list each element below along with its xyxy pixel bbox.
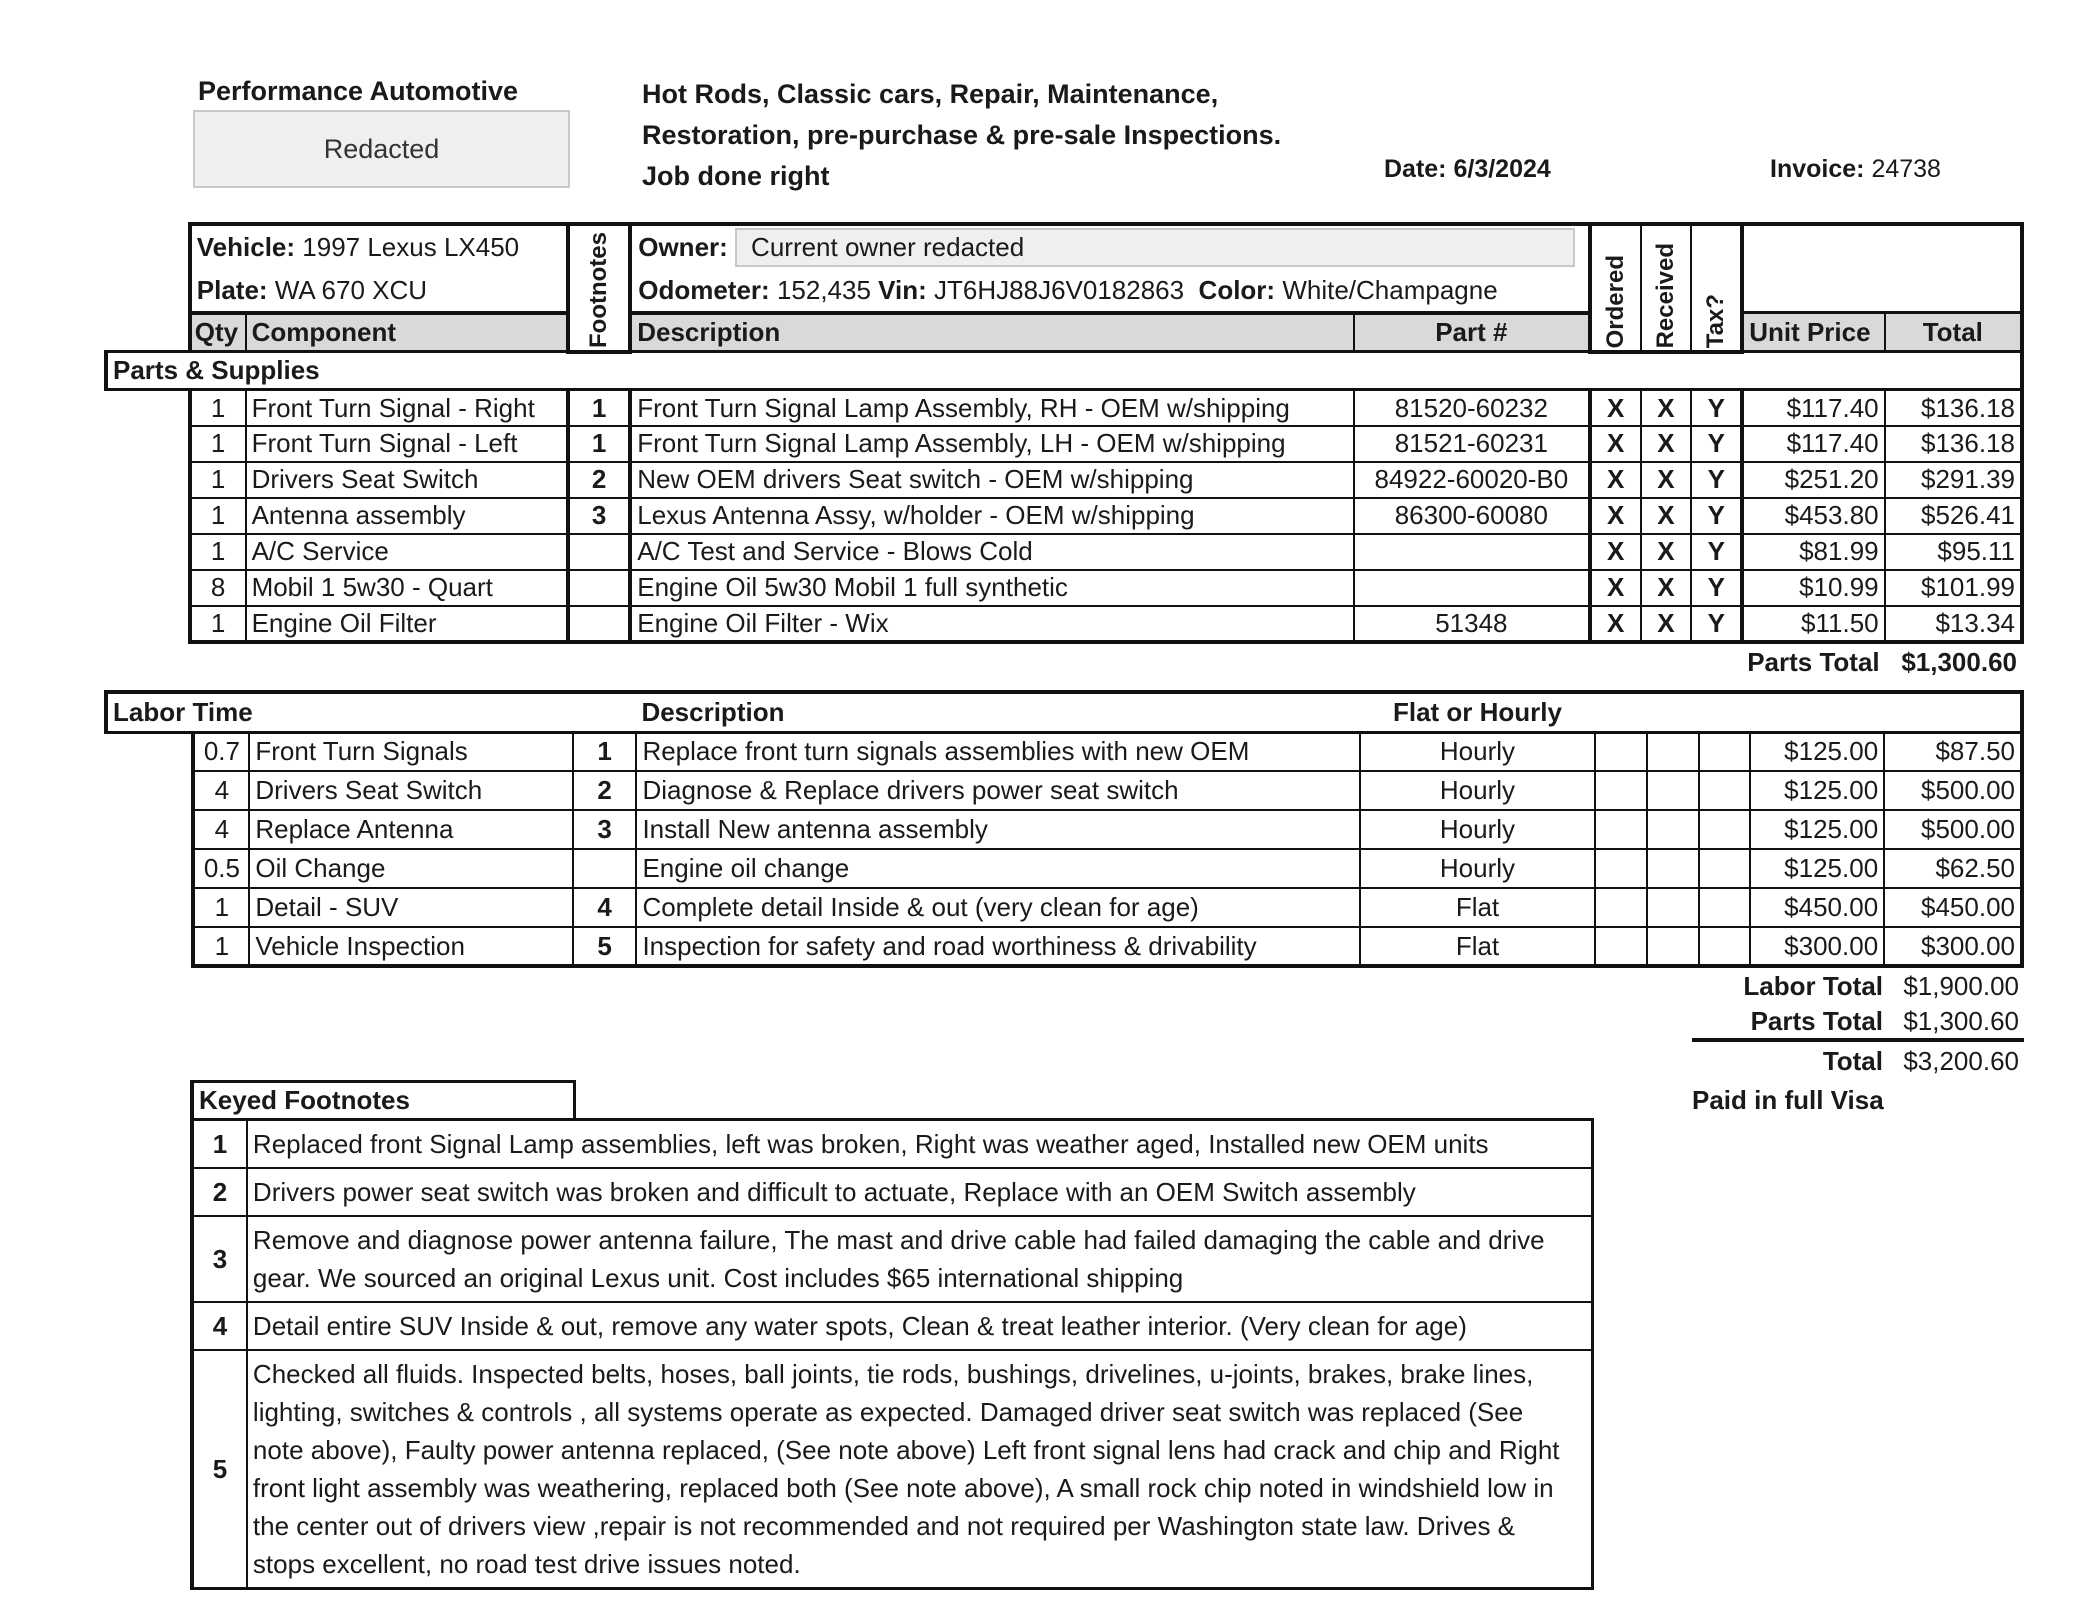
date-label: Date: xyxy=(1384,155,1447,183)
tax-cell: Y xyxy=(1691,390,1742,426)
qty-header: Qty xyxy=(190,313,246,352)
parts-total-label: Parts Total xyxy=(1692,1004,1888,1040)
footnotes-table xyxy=(190,1080,1594,1590)
vin-value: JT6HJ88J6V0182863 xyxy=(934,274,1185,305)
description-cell: Replace front turn signals assemblies with new OEM xyxy=(636,732,1359,771)
ordered-cell: X xyxy=(1590,390,1641,426)
part-number-cell xyxy=(1354,570,1590,606)
tagline-line: Job done right xyxy=(642,161,830,191)
component-cell: Front Turn Signal - Left xyxy=(246,426,568,462)
footnote-line: Checked all fluids. Inspected belts, hoses, ball joints, tie rods, bushings, drivelines, u-joints, brakes, brake lines, xyxy=(252,1359,1534,1389)
qty-cell: 1 xyxy=(190,498,246,534)
empty-cell xyxy=(1699,771,1751,810)
footnote-ref-cell: 3 xyxy=(568,498,630,534)
odometer-value: 152,435 xyxy=(776,274,871,305)
invoice-date xyxy=(1384,155,1551,184)
footnote-text xyxy=(247,1216,1593,1302)
qty-cell: 8 xyxy=(190,570,246,606)
ordered-col-header xyxy=(1590,224,1641,352)
footnote-ref-cell: 2 xyxy=(573,771,637,810)
footnotes-header-row xyxy=(192,1082,1593,1120)
labor-header-row xyxy=(106,692,2022,732)
description-cell: Engine oil change xyxy=(636,849,1359,888)
part-header: Part # xyxy=(1354,313,1590,352)
unit-price-cell: $117.40 xyxy=(1742,390,1884,426)
table-row xyxy=(106,732,2022,771)
empty-cell xyxy=(1595,732,1647,771)
qty-cell: 1 xyxy=(190,390,246,426)
component-cell: Drivers Seat Switch xyxy=(246,462,568,498)
total-cell: $300.00 xyxy=(1884,927,2022,966)
footnote-ref-cell: 1 xyxy=(568,390,630,426)
total-cell: $95.11 xyxy=(1885,534,2022,570)
footnote-ref-cell: 4 xyxy=(573,888,637,927)
color-value: White/Champagne xyxy=(1282,274,1498,305)
tax-cell: Y xyxy=(1691,498,1742,534)
invoice-value: 24738 xyxy=(1871,155,1941,183)
labor-total-value: $1,900.00 xyxy=(1903,970,2019,1001)
description-cell: Install New antenna assembly xyxy=(636,810,1359,849)
footnote-line: Remove and diagnose power antenna failure, The mast and drive cable had failed damaging the cable and drive xyxy=(252,1225,1545,1255)
footnotes-header-text: Footnotes xyxy=(585,232,613,348)
invoice-number xyxy=(1770,155,1941,184)
color-label: Color: xyxy=(1198,274,1276,305)
footnote-ref-cell xyxy=(568,534,630,570)
rate-type-cell: Hourly xyxy=(1360,810,1596,849)
rate-type-cell: Hourly xyxy=(1360,771,1596,810)
tagline-line: Hot Rods, Classic cars, Repair, Maintenance, xyxy=(642,79,1219,109)
description-cell: Complete detail Inside & out (very clean for age) xyxy=(636,888,1359,927)
component-cell: Vehicle Inspection xyxy=(249,927,572,966)
footnote-number: 3 xyxy=(192,1216,247,1302)
table-row xyxy=(106,888,2022,927)
parts-section-title: Parts & Supplies xyxy=(106,352,568,390)
payment-note: Paid in full Visa xyxy=(1692,1084,1884,1115)
owner-label: Owner: xyxy=(638,232,728,263)
footnote-ref-cell xyxy=(568,606,630,642)
footnote-text xyxy=(247,1302,1593,1350)
qty-cell: 0.5 xyxy=(193,849,249,888)
parts-table xyxy=(104,222,2024,682)
plate-label: Plate: xyxy=(196,274,268,305)
ordered-cell: X xyxy=(1590,570,1641,606)
component-cell: Engine Oil Filter xyxy=(246,606,568,642)
footnote-line: stops excellent, no road test drive issues noted. xyxy=(252,1549,801,1579)
empty-cell xyxy=(1699,888,1751,927)
table-row xyxy=(106,390,2022,426)
total-header: Total xyxy=(1885,313,2022,352)
footnote-line: gear. We sourced an original Lexus unit. Cost includes $65 international shipping xyxy=(252,1263,1184,1293)
vehicle-label: Vehicle: xyxy=(196,232,296,263)
total-cell: $13.34 xyxy=(1885,606,2022,642)
unit-price-cell: $117.40 xyxy=(1742,426,1884,462)
grand-total-label: Total xyxy=(1822,1045,1883,1076)
footnote-number: 5 xyxy=(192,1350,247,1589)
invoice-label: Invoice: xyxy=(1770,155,1865,183)
odometer-cell xyxy=(630,269,1590,312)
footnote-text xyxy=(247,1168,1593,1216)
plate-cell xyxy=(190,269,568,312)
footnote-row xyxy=(192,1302,1593,1350)
footnote-row xyxy=(192,1216,1593,1302)
empty-cell xyxy=(1699,927,1751,966)
grand-total-value: $3,200.60 xyxy=(1903,1045,2019,1076)
table-row xyxy=(106,849,2022,888)
unit-price-cell: $125.00 xyxy=(1750,849,1884,888)
empty-cell xyxy=(1595,810,1647,849)
empty-cell xyxy=(1595,771,1647,810)
ordered-cell: X xyxy=(1590,498,1641,534)
tax-col-header xyxy=(1691,224,1742,352)
total-cell: $500.00 xyxy=(1884,771,2022,810)
footnote-ref-cell xyxy=(568,570,630,606)
description-header: Description xyxy=(630,313,1354,352)
ordered-cell: X xyxy=(1590,534,1641,570)
total-cell: $87.50 xyxy=(1884,732,2022,771)
footnote-line: front light assembly was weathering, replaced both (See note above), A small rock chip noted in windshield low in xyxy=(252,1473,1554,1503)
received-cell: X xyxy=(1641,390,1692,426)
labor-total-label: Labor Total xyxy=(1743,970,1883,1001)
total-cell: $136.18 xyxy=(1885,426,2022,462)
vehicle-cell xyxy=(190,224,568,269)
unit-price-cell: $81.99 xyxy=(1742,534,1884,570)
empty-cell xyxy=(1647,732,1699,771)
unit-price-header: Unit Price xyxy=(1742,313,1884,352)
description-cell: Front Turn Signal Lamp Assembly, LH - OEM w/shipping xyxy=(630,426,1354,462)
qty-cell: 0.7 xyxy=(193,732,249,771)
part-number-cell: 86300-60080 xyxy=(1354,498,1590,534)
unit-price-cell: $125.00 xyxy=(1750,732,1884,771)
tax-header-text: Tax? xyxy=(1702,293,1730,348)
rate-type-cell: Flat xyxy=(1360,888,1596,927)
component-header: Component xyxy=(246,313,568,352)
total-cell: $500.00 xyxy=(1884,810,2022,849)
table-row xyxy=(106,927,2022,966)
received-header-text: Received xyxy=(1651,242,1679,348)
ordered-header-text: Ordered xyxy=(1601,254,1629,348)
empty-cell xyxy=(1595,888,1647,927)
labor-section-title: Labor Time xyxy=(106,692,573,732)
qty-cell: 1 xyxy=(193,927,249,966)
component-cell: Front Turn Signal - Right xyxy=(246,390,568,426)
labor-table xyxy=(104,690,2024,968)
rate-type-cell: Flat xyxy=(1360,927,1596,966)
part-number-cell xyxy=(1354,534,1590,570)
tax-cell: Y xyxy=(1691,606,1742,642)
company-name: Performance Automotive xyxy=(198,76,519,106)
footnote-ref-cell: 1 xyxy=(573,732,637,771)
tax-cell: Y xyxy=(1691,534,1742,570)
tax-cell: Y xyxy=(1691,462,1742,498)
description-cell: Engine Oil 5w30 Mobil 1 full synthetic xyxy=(630,570,1354,606)
footnote-line: Replaced front Signal Lamp assemblies, left was broken, Right was weather aged, Installed new OEM units xyxy=(252,1129,1489,1159)
received-cell: X xyxy=(1641,426,1692,462)
footnote-line: Drivers power seat switch was broken and difficult to actuate, Replace with an OEM Switch assembly xyxy=(252,1177,1416,1207)
footnotes-title: Keyed Footnotes xyxy=(192,1082,575,1120)
unit-price-cell: $251.20 xyxy=(1742,462,1884,498)
table-row xyxy=(106,498,2022,534)
table-row xyxy=(106,771,2022,810)
footnote-line: the center out of drivers view ,repair is not recommended and not required per Washington state law. Drives & xyxy=(252,1511,1516,1541)
total-cell: $526.41 xyxy=(1885,498,2022,534)
tagline xyxy=(642,74,1281,197)
qty-cell: 1 xyxy=(190,426,246,462)
unit-price-cell: $11.50 xyxy=(1742,606,1884,642)
unit-price-cell: $10.99 xyxy=(1742,570,1884,606)
total-cell: $291.39 xyxy=(1885,462,2022,498)
description-cell: A/C Test and Service - Blows Cold xyxy=(630,534,1354,570)
part-number-cell: 81521-60231 xyxy=(1354,426,1590,462)
footnote-ref-cell: 2 xyxy=(568,462,630,498)
footnote-text xyxy=(247,1350,1593,1589)
empty-cell xyxy=(1647,927,1699,966)
unit-price-cell: $453.80 xyxy=(1742,498,1884,534)
footnote-text xyxy=(247,1120,1593,1169)
footnote-number: 1 xyxy=(192,1120,247,1169)
owner-value: Current owner redacted xyxy=(735,228,1575,267)
footnote-row xyxy=(192,1120,1593,1169)
unit-price-cell: $450.00 xyxy=(1750,888,1884,927)
footnote-line: lighting, switches & controls , all systems operate as expected. Damaged driver seat switch was replaced (See xyxy=(252,1397,1524,1427)
plate-value: WA 670 XCU xyxy=(274,274,428,305)
total-cell: $101.99 xyxy=(1885,570,2022,606)
part-number-cell: 51348 xyxy=(1354,606,1590,642)
parts-total-value: $1,300.60 xyxy=(1888,1004,2024,1040)
tagline-line: Restoration, pre-purchase & pre-sale Inspections. xyxy=(642,120,1282,150)
footnote-line: note above), Faulty power antenna replaced, (See note above) Left front signal lens had crack and chip and Right xyxy=(252,1435,1560,1465)
empty-cell xyxy=(1699,810,1751,849)
footnote-number: 4 xyxy=(192,1302,247,1350)
received-cell: X xyxy=(1641,606,1692,642)
parts-subtotal-value: $1,300.60 xyxy=(1901,647,2017,678)
received-cell: X xyxy=(1641,498,1692,534)
footnote-row xyxy=(192,1168,1593,1216)
description-cell: Front Turn Signal Lamp Assembly, RH - OEM w/shipping xyxy=(630,390,1354,426)
qty-cell: 1 xyxy=(193,888,249,927)
qty-cell: 1 xyxy=(190,534,246,570)
part-number-cell: 81520-60232 xyxy=(1354,390,1590,426)
component-cell: Drivers Seat Switch xyxy=(249,771,572,810)
date-value: 6/3/2024 xyxy=(1453,155,1551,183)
footnote-ref-cell: 3 xyxy=(573,810,637,849)
footnote-line: Detail entire SUV Inside & out, remove any water spots, Clean & treat leather interior. (Very clean for age) xyxy=(252,1311,1467,1341)
part-number-cell: 84922-60020-B0 xyxy=(1354,462,1590,498)
table-row xyxy=(106,426,2022,462)
description-cell: Diagnose & Replace drivers power seat switch xyxy=(636,771,1359,810)
unit-price-cell: $125.00 xyxy=(1750,771,1884,810)
table-row xyxy=(106,810,2022,849)
labor-description-header: Description xyxy=(636,692,1359,732)
empty-cell xyxy=(1647,771,1699,810)
received-cell: X xyxy=(1641,462,1692,498)
table-row xyxy=(106,534,2022,570)
component-cell: Replace Antenna xyxy=(249,810,572,849)
qty-cell: 4 xyxy=(193,771,249,810)
owner-cell xyxy=(630,224,1590,269)
received-cell: X xyxy=(1641,570,1692,606)
rate-type-cell: Hourly xyxy=(1360,732,1596,771)
redacted-logo-box xyxy=(193,110,570,188)
empty-cell xyxy=(1699,732,1751,771)
ordered-cell: X xyxy=(1590,462,1641,498)
component-cell: A/C Service xyxy=(246,534,568,570)
flat-hourly-header: Flat or Hourly xyxy=(1360,692,1596,732)
table-row xyxy=(106,570,2022,606)
component-cell: Detail - SUV xyxy=(249,888,572,927)
footnote-number: 2 xyxy=(192,1168,247,1216)
description-cell: Engine Oil Filter - Wix xyxy=(630,606,1354,642)
empty-cell xyxy=(1699,849,1751,888)
redacted-label: Redacted xyxy=(323,133,440,164)
qty-cell: 1 xyxy=(190,606,246,642)
component-cell: Mobil 1 5w30 - Quart xyxy=(246,570,568,606)
footnote-ref-cell: 1 xyxy=(568,426,630,462)
received-cell: X xyxy=(1641,534,1692,570)
received-col-header xyxy=(1641,224,1692,352)
footnote-ref-cell xyxy=(573,849,637,888)
totals-block xyxy=(1692,968,2024,1120)
total-cell: $136.18 xyxy=(1885,390,2022,426)
qty-cell: 4 xyxy=(193,810,249,849)
tax-cell: Y xyxy=(1691,570,1742,606)
empty-cell xyxy=(1595,927,1647,966)
footnote-row xyxy=(192,1350,1593,1589)
empty-cell xyxy=(1647,849,1699,888)
parts-subtotal-label: Parts Total xyxy=(1747,647,1880,678)
vehicle-value: 1997 Lexus LX450 xyxy=(302,232,520,263)
component-cell: Antenna assembly xyxy=(246,498,568,534)
empty-cell xyxy=(1647,810,1699,849)
empty-cell xyxy=(1647,888,1699,927)
empty-cell xyxy=(1595,849,1647,888)
ordered-cell: X xyxy=(1590,426,1641,462)
table-row xyxy=(106,462,2022,498)
qty-cell: 1 xyxy=(190,462,246,498)
unit-price-cell: $300.00 xyxy=(1750,927,1884,966)
rate-type-cell: Hourly xyxy=(1360,849,1596,888)
footnote-ref-cell: 5 xyxy=(573,927,637,966)
odometer-label: Odometer: xyxy=(638,274,770,305)
ordered-cell: X xyxy=(1590,606,1641,642)
description-cell: Lexus Antenna Assy, w/holder - OEM w/shipping xyxy=(630,498,1354,534)
component-cell: Front Turn Signals xyxy=(249,732,572,771)
total-cell: $450.00 xyxy=(1884,888,2022,927)
footnotes-col-header xyxy=(568,224,630,352)
total-cell: $62.50 xyxy=(1884,849,2022,888)
component-cell: Oil Change xyxy=(249,849,572,888)
description-cell: New OEM drivers Seat switch - OEM w/shipping xyxy=(630,462,1354,498)
unit-price-cell: $125.00 xyxy=(1750,810,1884,849)
vin-label: Vin: xyxy=(878,274,927,305)
tax-cell: Y xyxy=(1691,426,1742,462)
description-cell: Inspection for safety and road worthiness & drivability xyxy=(636,927,1359,966)
parts-section-row xyxy=(106,352,2022,390)
table-row xyxy=(106,606,2022,642)
